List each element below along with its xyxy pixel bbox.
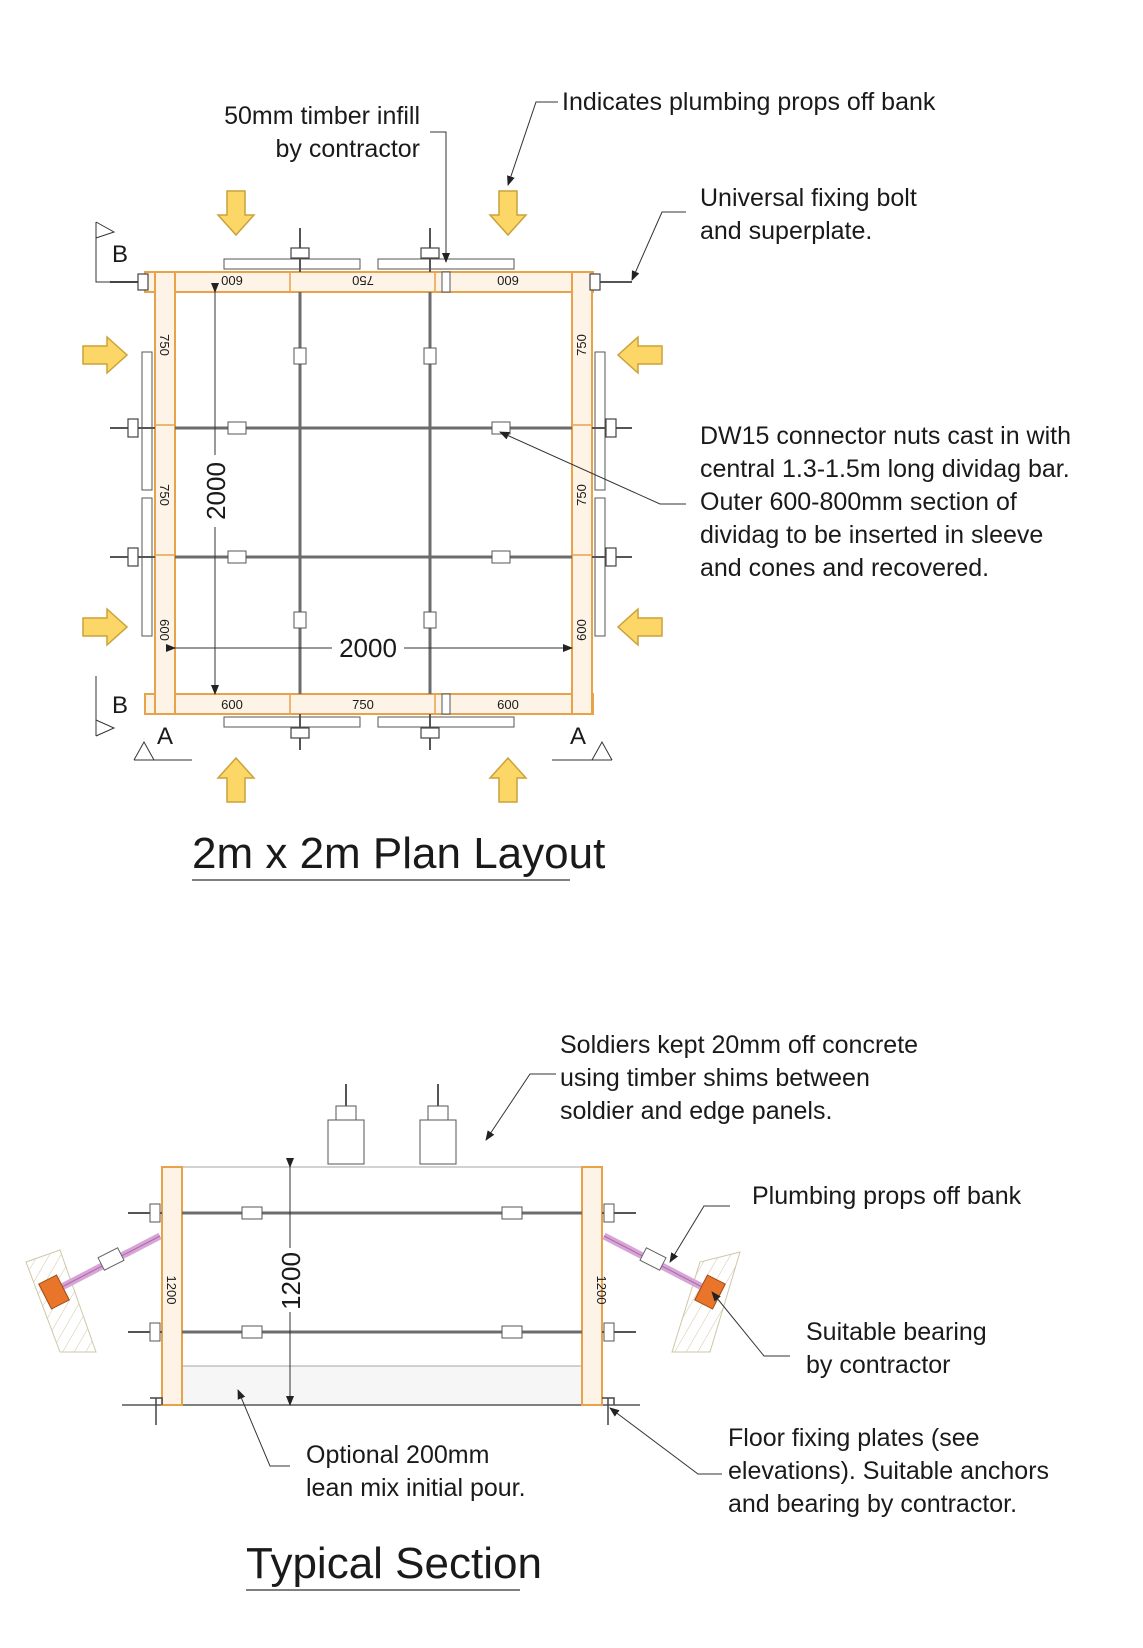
timber-infill-note-line1: 50mm timber infill <box>224 102 420 130</box>
plumbing-props-note: Plumbing props off bank <box>752 1182 1022 1210</box>
left-soldier-top <box>142 352 152 490</box>
right-panel-3-dim: 600 <box>574 619 589 641</box>
plan-title: 2m x 2m Plan Layout <box>192 829 606 878</box>
right-soldier-top <box>595 352 605 490</box>
left-floor-plate <box>150 1398 162 1425</box>
fixing-bolt-note-line2: and superplate. <box>700 217 873 245</box>
timber-infill <box>442 272 450 292</box>
section-left-panel-dim: 1200 <box>164 1275 179 1305</box>
right-panel-2-dim: 750 <box>574 484 589 506</box>
top-soldier-left <box>224 259 360 269</box>
section-height-dim: 1200 <box>276 1252 306 1310</box>
dw15-note-line4: dividag to be inserted in sleeve <box>700 521 1044 549</box>
lean-mix-note-line2: lean mix initial pour. <box>306 1474 526 1502</box>
top-panel-3-dim: 600 <box>497 273 519 288</box>
soldier-bracket-right <box>420 1120 456 1164</box>
floor-plates-note-line1: Floor fixing plates (see <box>728 1424 980 1452</box>
lean-mix-note-line1: Optional 200mm <box>306 1441 490 1469</box>
dw15-note-line1: DW15 connector nuts cast in with <box>700 422 1071 450</box>
soldiers-note-line3: soldier and edge panels. <box>560 1097 833 1125</box>
floor-plates-note-line2: elevations). Suitable anchors <box>728 1457 1050 1485</box>
section-marker-a-right: A <box>570 723 587 750</box>
section-marker-b-bottom: B <box>112 692 129 719</box>
bearing-note-line2: by contractor <box>806 1351 951 1379</box>
dw15-note-line2: central 1.3-1.5m long dividag bar. <box>700 455 1070 483</box>
soldiers-note-line2: using timber shims between <box>560 1064 870 1092</box>
timber-infill-bottom <box>442 694 450 714</box>
left-soldier-bottom <box>142 498 152 636</box>
plan-layout <box>83 88 1071 880</box>
right-soldier-bottom <box>595 498 605 636</box>
bottom-soldier-right <box>378 717 514 727</box>
left-panel-1-dim: 750 <box>157 334 172 356</box>
section-right-panel-dim: 1200 <box>594 1275 609 1305</box>
bottom-panel-3-dim: 600 <box>497 697 519 712</box>
left-plumbing-prop <box>56 1236 160 1290</box>
bearing-note-line1: Suitable bearing <box>806 1318 987 1346</box>
top-panel-1-dim: 600 <box>221 273 243 288</box>
section-marker-a-left: A <box>157 723 174 750</box>
overall-width-dim: 2000 <box>339 633 397 663</box>
bottom-soldier-left <box>224 717 360 727</box>
dw15-note-line3: Outer 600-800mm section of <box>700 488 1017 516</box>
section-marker-b-top: B <box>112 241 129 268</box>
timber-infill-note-line2: by contractor <box>275 135 420 163</box>
soldier-bracket-left <box>328 1120 364 1164</box>
typical-section <box>26 1031 1049 1590</box>
right-floor-plate <box>602 1398 614 1425</box>
top-panel-2-dim: 750 <box>352 273 374 288</box>
left-panel-3-dim: 600 <box>157 619 172 641</box>
right-plumbing-prop <box>604 1236 708 1290</box>
dw15-note-line5: and cones and recovered. <box>700 554 990 582</box>
right-panel-1-dim: 750 <box>574 334 589 356</box>
bottom-panel-2-dim: 750 <box>352 697 374 712</box>
props-off-bank-note: Indicates plumbing props off bank <box>562 88 936 116</box>
section-title: Typical Section <box>246 1539 542 1588</box>
bottom-panel-1-dim: 600 <box>221 697 243 712</box>
soldiers-note-line1: Soldiers kept 20mm off concrete <box>560 1031 919 1059</box>
overall-height-dim: 2000 <box>201 462 231 520</box>
fixing-bolt-note-line1: Universal fixing bolt <box>700 184 917 212</box>
left-panel-2-dim: 750 <box>157 484 172 506</box>
floor-plates-note-line3: and bearing by contractor. <box>728 1490 1018 1518</box>
